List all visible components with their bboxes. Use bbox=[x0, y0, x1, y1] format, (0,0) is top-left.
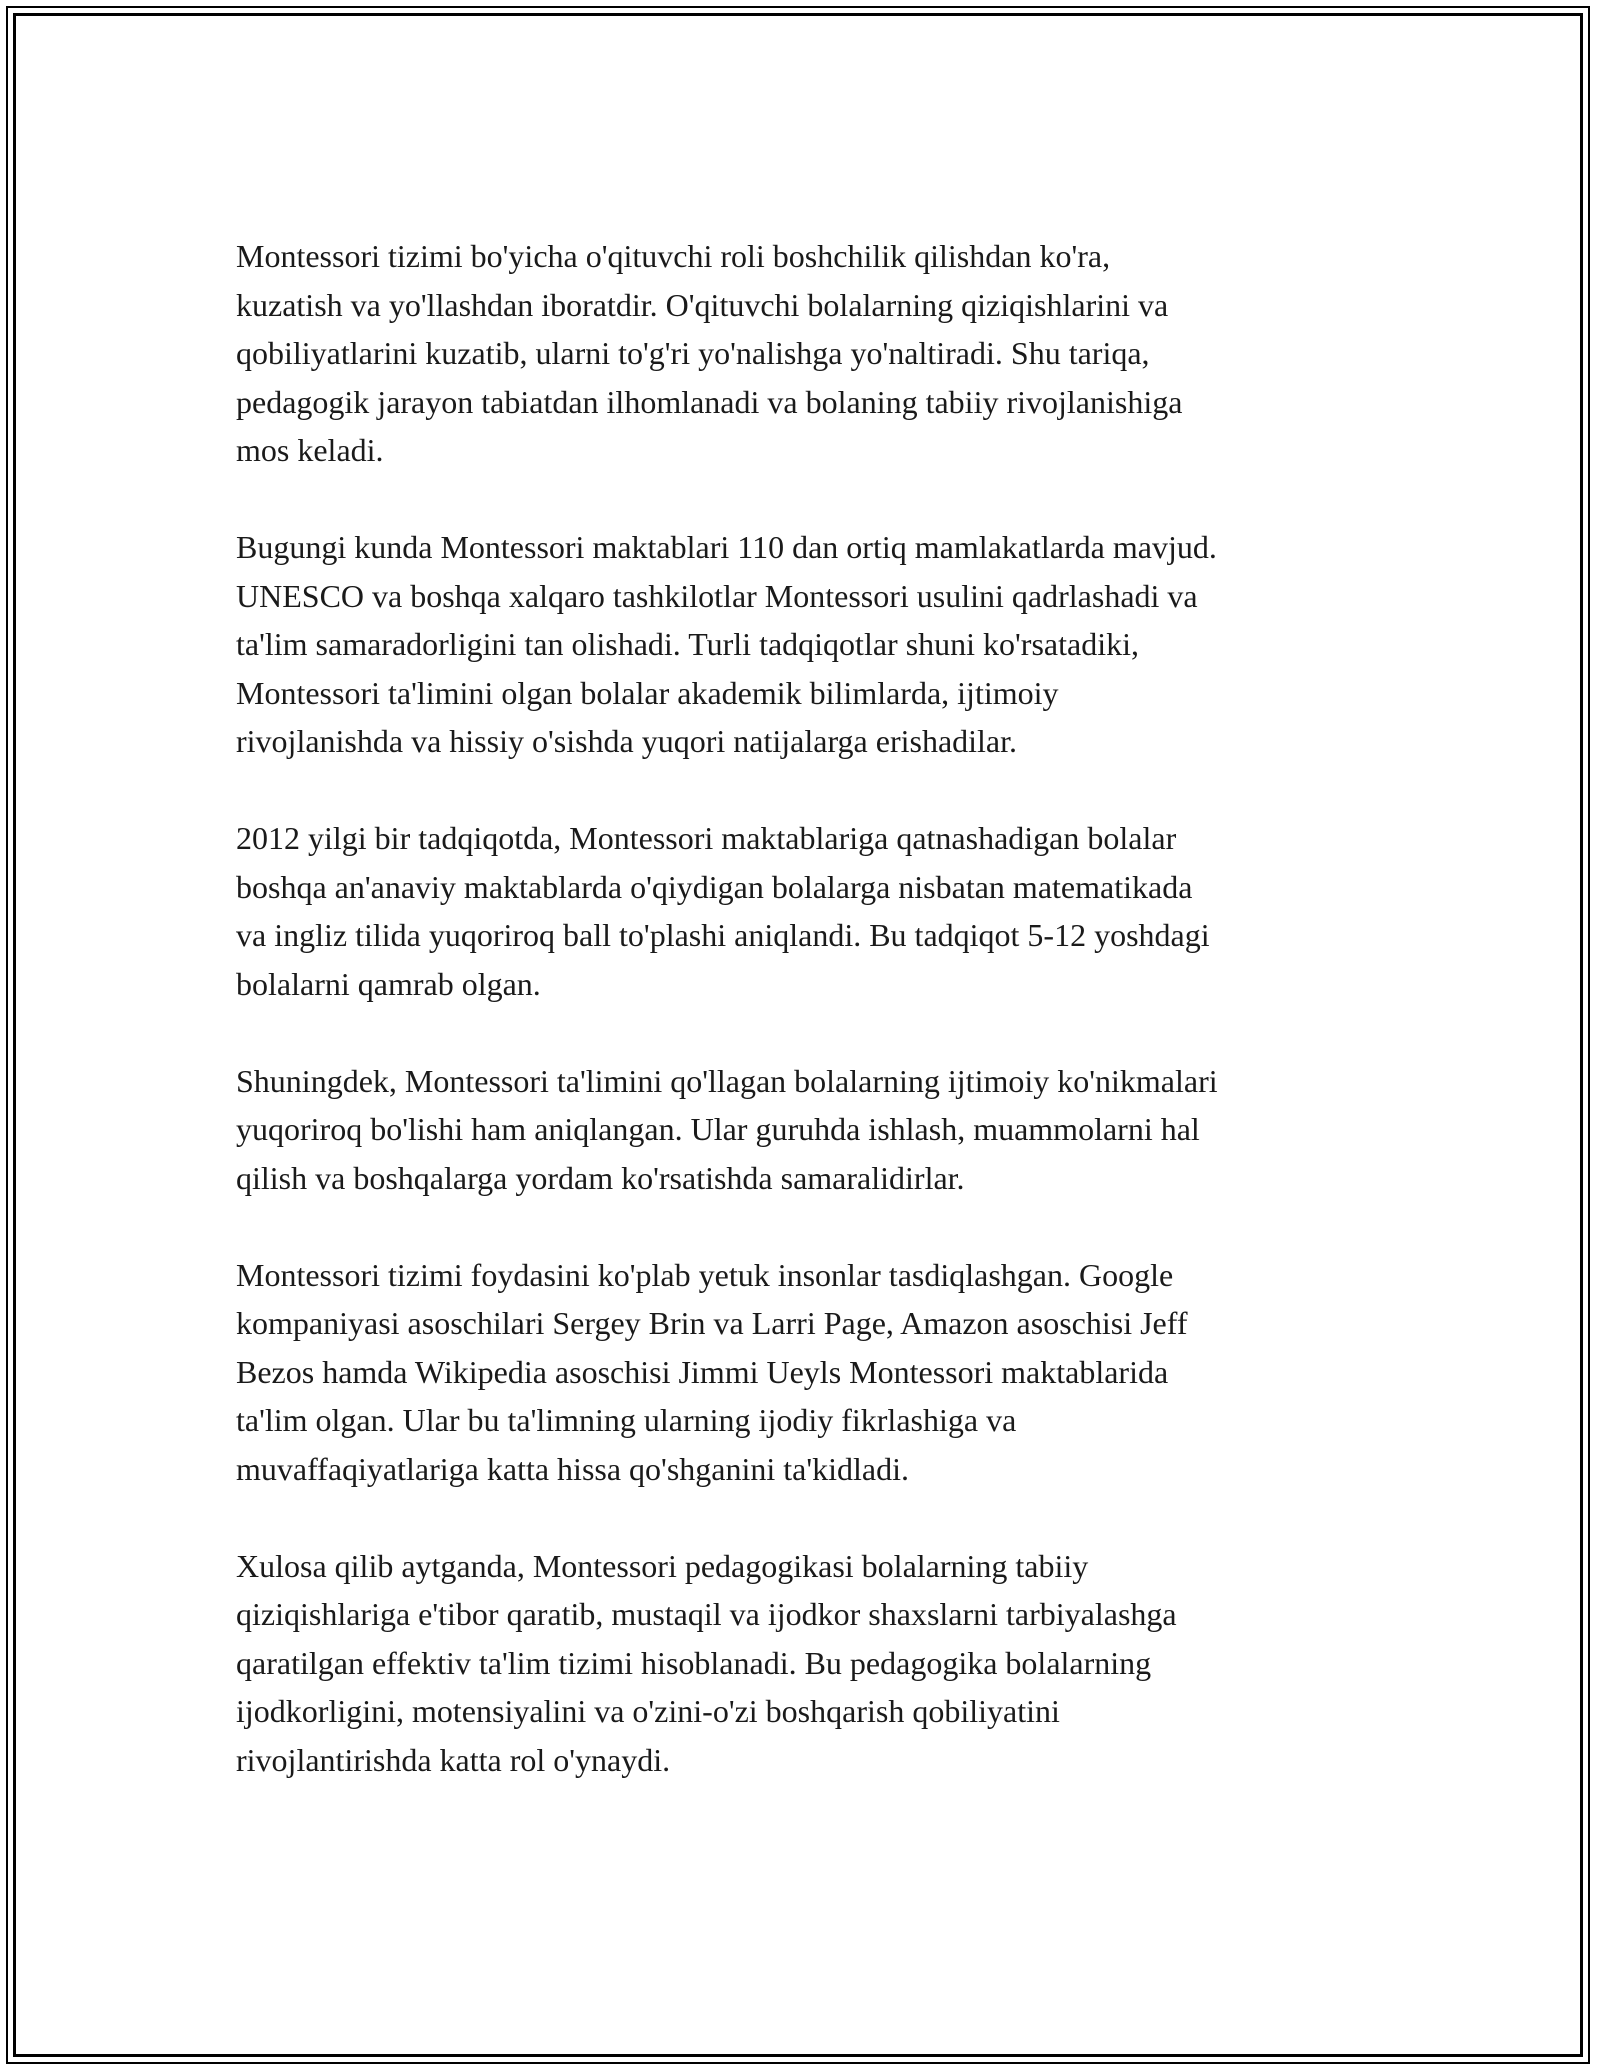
text-line: ta'lim samaradorligini tan olishadi. Turli tadqiqotlar shuni ko'rsatadiki, bbox=[236, 626, 1139, 662]
paragraph-social-skills bbox=[236, 1057, 1366, 1203]
text-line: qobiliyatlarini kuzatib, ularni to'g'ri yo'nalishga yo'naltiradi. Shu tariqa, bbox=[236, 335, 1150, 371]
paragraph-notable-alumni bbox=[236, 1251, 1366, 1494]
text-line: mos keladi. bbox=[236, 432, 384, 468]
paragraph-teacher-role bbox=[236, 232, 1366, 475]
text-line: bolalarni qamrab olgan. bbox=[236, 965, 541, 1002]
text-line: va ingliz tilida yuqoriroq ball to'plashi aniqlandi. Bu tadqiqot 5-12 yoshdagi bbox=[236, 917, 1210, 953]
text-line: Montessori tizimi foydasini ko'plab yetuk insonlar tasdiqlashgan. Google bbox=[236, 1256, 1174, 1293]
text-line: Xulosa qilib aytganda, Montessori pedagogikasi bolalarning tabiiy bbox=[236, 1547, 1089, 1584]
paragraph-conclusion bbox=[236, 1542, 1366, 1785]
text-line: rivojlantirishda katta rol o'ynaydi. bbox=[236, 1741, 671, 1778]
text-line: UNESCO va boshqa xalqaro tashkilotlar Montessori usulini qadrlashadi va bbox=[236, 577, 1198, 614]
text-line: qaratilgan effektiv ta'lim tizimi hisoblanadi. Bu pedagogika bolalarning bbox=[236, 1644, 1152, 1681]
text-line: rivojlanishda va hissiy o'sishda yuqori natijalarga erishadilar. bbox=[236, 723, 1018, 759]
text-line: 2012 yilgi bir tadqiqotda, Montessori maktablariga qatnashadigan bolalar bbox=[236, 820, 1177, 856]
text-line: pedagogik jarayon tabiatdan ilhomlanadi va bolaning tabiiy rivojlanishiga bbox=[236, 383, 1183, 420]
text-line: qilish va boshqalarga yordam ko'rsatishda samaralidirlar. bbox=[236, 1159, 965, 1196]
paragraph-schools-worldwide bbox=[236, 523, 1366, 766]
text-line: Shuningdek, Montessori ta'limini qo'llagan bolalarning ijtimoiy ko'nikmalari bbox=[236, 1062, 1218, 1099]
text-line: kompaniyasi asoschilari Sergey Brin va Larri Page, Amazon asoschisi Jeff bbox=[236, 1305, 1188, 1341]
text-line: Bugungi kunda Montessori maktablari 110 dan ortiq mamlakatlarda mavjud. bbox=[236, 529, 1217, 565]
text-line: qiziqishlariga e'tibor qaratib, mustaqil va ijodkor shaxslarni tarbiyalashga bbox=[236, 1596, 1177, 1632]
text-line: boshqa an'anaviy maktablarda o'qiydigan bolalarga nisbatan matematikada bbox=[236, 868, 1193, 905]
text-line: muvaffaqiyatlariga katta hissa qo'shganini ta'kidladi. bbox=[236, 1450, 909, 1487]
text-line: ta'lim olgan. Ular bu ta'limning ularning ijodiy fikrlashiga va bbox=[236, 1402, 1017, 1438]
paragraph-2012-study bbox=[236, 814, 1366, 1008]
text-line: kuzatish va yo'llashdan iboratdir. O'qituvchi bolalarning qiziqishlarini va bbox=[236, 286, 1169, 323]
document-body bbox=[236, 232, 1366, 1833]
text-line: Bezos hamda Wikipedia asoschisi Jimmi Ueyls Montessori maktablarida bbox=[236, 1353, 1169, 1390]
text-line: Montessori ta'limini olgan bolalar akademik bilimlarda, ijtimoiy bbox=[236, 674, 1059, 711]
text-line: Montessori tizimi bo'yicha o'qituvchi roli boshchilik qilishdan ko'ra, bbox=[236, 238, 1111, 274]
text-line: yuqoriroq bo'lishi ham aniqlangan. Ular guruhda ishlash, muammolarni hal bbox=[236, 1111, 1200, 1147]
text-line: ijodkorligini, motensiyalini va o'zini-o'zi boshqarish qobiliyatini bbox=[236, 1693, 1060, 1729]
